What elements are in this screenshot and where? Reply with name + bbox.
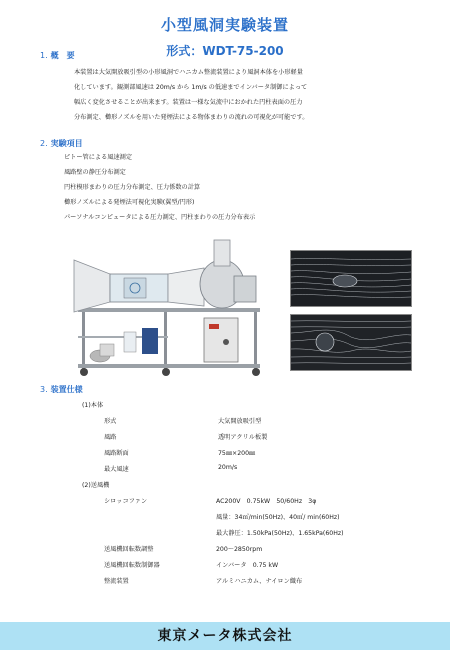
section-label: 実験項目 [50,139,83,148]
spec-value: AC200V 0.75kW 50/60Hz 3φ [216,498,317,505]
list-item: 櫛形ノズルによる発煙法可視化実験(翼型/円形) [64,199,195,206]
section-number: 2. [40,139,48,148]
spec-value: 最大静圧：1.50kPa(50Hz)、1.65kPa(60Hz) [216,530,344,537]
spec-value: アルミハニカム、ナイロン織布 [216,578,303,585]
page-title: 小型風洞実験装置 [160,16,289,34]
flow-visualization-photo-1 [290,250,412,307]
spec-value: 200～2850rpm [216,546,263,553]
flow-visualization-photo-2 [290,314,412,371]
section-experiments-heading [40,138,83,149]
wind-tunnel-photo [64,232,270,382]
spec-value: 大気開放吸引型 [218,418,262,425]
list-item: 円柱模形まわりの圧力分布測定、圧力係数の計算 [64,184,201,191]
spec-value: 75㎜×200㎜ [218,450,256,457]
list-item: 風路壁の静圧分布測定 [64,169,126,176]
spec-value: 20m/s [218,464,238,471]
list-item: ピトー管による風速測定 [64,154,133,161]
overview-line: 分布測定、櫛形ノズルを用いた発煙法による物体まわりの流れの可視化が可能です。 [74,114,309,121]
overview-line: 化しています。観測部風速は 20m/s から 1m/s の低速までインバータ制御によって [74,84,308,91]
spec-label: 最大風速 [104,466,129,473]
spec-label: シロッコファン [104,498,148,505]
experiment-list [64,150,394,225]
overview-line: 幅広く変化させることが出来ます。装置は一様な気流中におかれた円柱表面の圧力 [74,99,303,106]
spec-label: 送風機回転数制御器 [104,562,160,569]
spec-label: 整流装置 [104,578,129,585]
section-number: 1. [40,51,48,60]
section-label: 装置仕様 [50,385,83,394]
spec-value: 風量：34㎥/min(50Hz)、40㎥/ min(60Hz) [216,514,340,521]
section-number: 3. [40,385,48,394]
section-overview-heading [40,50,75,61]
list-item: パーソナルコンピュータによる圧力測定、円柱まわりの圧力分布表示 [64,214,256,221]
company-name: 東京メータ株式会社 [157,628,293,644]
spec-group-heading: (1)本体 [82,402,104,409]
spec-label: 形式 [104,418,117,425]
model-number: 形式：WDT-75-200 [166,44,284,58]
overview-line: 本装置は大気開放吸引型の小形風洞でハニカム整流装置により風洞本体を小形軽量 [74,69,303,76]
footer-bar [0,622,450,650]
spec-label: 送風機回転数調整 [104,546,154,553]
section-specs-heading [40,384,83,395]
spec-value: 透明アクリル板製 [218,434,268,441]
spec-label: 風路 [104,434,117,441]
overview-paragraph [74,65,394,125]
spec-label: 風路断面 [104,450,129,457]
section-label: 概 要 [50,51,75,60]
spec-value: インバータ 0.75 kW [216,562,279,569]
spec-group-heading: (2)送風機 [82,482,110,489]
